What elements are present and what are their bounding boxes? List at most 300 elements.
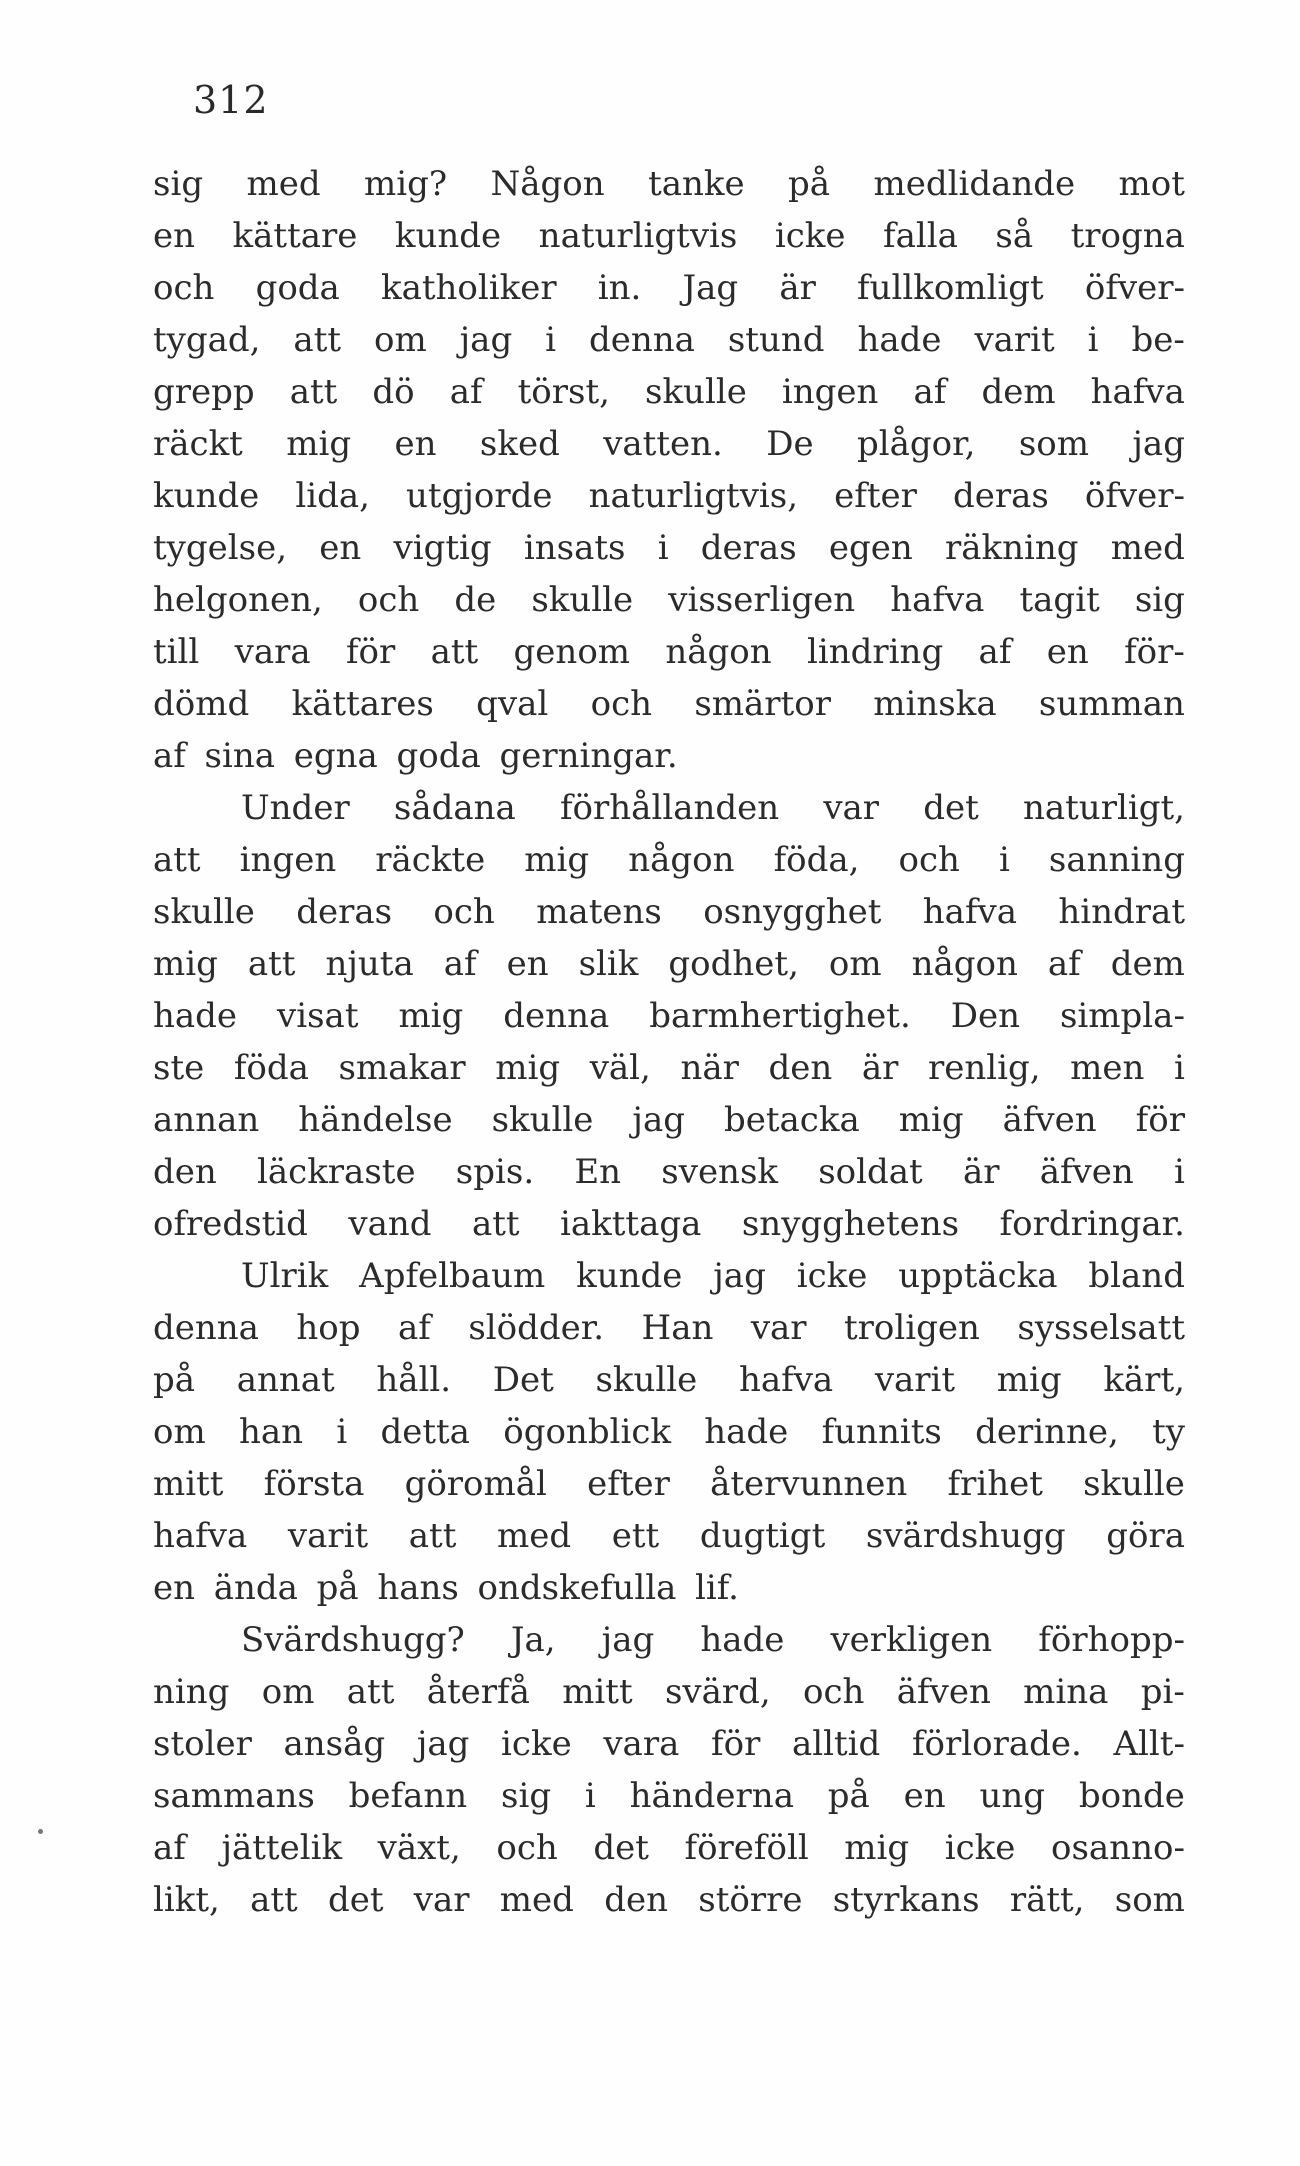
word: skulle xyxy=(595,1360,698,1400)
text-line xyxy=(153,522,1185,574)
word: osnygghet xyxy=(703,892,882,932)
word: det xyxy=(327,1880,384,1920)
word: men xyxy=(1070,1048,1145,1088)
word: händerna xyxy=(629,1776,794,1816)
word: rätt, xyxy=(1009,1880,1085,1920)
word: i xyxy=(1087,320,1099,360)
word: om xyxy=(261,1672,315,1712)
word: så xyxy=(995,216,1034,256)
word: kunde xyxy=(576,1256,683,1296)
word: smakar xyxy=(338,1048,466,1088)
word: att xyxy=(153,840,201,880)
word: ondskefulla xyxy=(477,1568,677,1608)
text-line xyxy=(153,210,1185,262)
word: alltid xyxy=(791,1724,881,1764)
word: Den xyxy=(950,996,1021,1036)
word: sammans xyxy=(153,1776,315,1816)
word: läckraste xyxy=(257,1152,416,1192)
word: kättare xyxy=(232,216,358,256)
word: en xyxy=(153,1568,196,1608)
word: mig xyxy=(286,424,352,464)
word: hafva xyxy=(153,1516,248,1556)
word: är xyxy=(962,1152,1000,1192)
text-line xyxy=(153,782,1185,834)
word: äfven xyxy=(1002,1100,1097,1140)
word: hindrat xyxy=(1058,892,1185,932)
word: som xyxy=(1114,1880,1185,1920)
word: det xyxy=(923,788,979,828)
word: bland xyxy=(1088,1256,1185,1296)
word: fordringar. xyxy=(999,1204,1185,1244)
word: om xyxy=(828,944,882,984)
word: och xyxy=(496,1828,558,1868)
text-line xyxy=(153,1094,1185,1146)
word: osanno- xyxy=(1050,1828,1185,1868)
word: troligen xyxy=(844,1308,980,1348)
word: och xyxy=(433,892,495,932)
word: som xyxy=(1018,424,1089,464)
text-line xyxy=(153,1614,1185,1666)
word: ung xyxy=(979,1776,1046,1816)
word: i xyxy=(1174,1152,1185,1192)
word: återvunnen xyxy=(710,1464,908,1504)
word: lif. xyxy=(695,1568,739,1608)
word: efter xyxy=(587,1464,670,1504)
word: deras xyxy=(296,892,393,932)
word: denna xyxy=(503,996,610,1036)
word: derinne, xyxy=(975,1412,1119,1452)
word: hade xyxy=(700,1620,785,1660)
word: qval xyxy=(476,684,549,724)
word: i xyxy=(336,1412,348,1452)
text-line xyxy=(153,262,1185,314)
word: att xyxy=(346,1672,395,1712)
word: Under xyxy=(241,788,350,828)
word: lida, xyxy=(295,476,370,516)
word: vara xyxy=(234,632,311,672)
text-line xyxy=(153,1146,1185,1198)
text-line xyxy=(153,1458,1185,1510)
word: kättares xyxy=(291,684,434,724)
word: varit xyxy=(287,1516,369,1556)
text-line xyxy=(153,834,1185,886)
word: ända xyxy=(213,1568,298,1608)
word: i xyxy=(998,840,1010,880)
word: ett xyxy=(611,1516,660,1556)
word: det xyxy=(593,1828,649,1868)
word: denna xyxy=(153,1308,259,1348)
word: göra xyxy=(1106,1516,1185,1556)
word: sådana xyxy=(393,788,516,828)
word: förhållanden xyxy=(559,788,780,828)
word: af xyxy=(1047,944,1081,984)
text-line xyxy=(153,678,1185,730)
word: ögonblick xyxy=(503,1412,671,1452)
word: ofredstid xyxy=(153,1204,308,1244)
word: matens xyxy=(536,892,662,932)
word: Det xyxy=(492,1360,554,1400)
word: på xyxy=(827,1776,870,1816)
word: soldat xyxy=(818,1152,923,1192)
word: och xyxy=(357,580,420,620)
word: förlorade. xyxy=(911,1724,1082,1764)
word: utgjorde xyxy=(406,476,553,516)
word: naturligt, xyxy=(1022,788,1185,828)
word: tygad, xyxy=(153,320,261,360)
word: mig xyxy=(153,944,218,984)
text-line xyxy=(153,886,1185,938)
word: att xyxy=(471,1204,520,1244)
word: Svärdshugg? xyxy=(241,1620,465,1660)
word: jättelik xyxy=(221,1828,343,1868)
word: för xyxy=(345,632,396,672)
word: af xyxy=(913,372,947,412)
word: styrkans xyxy=(832,1880,980,1920)
word: väl, xyxy=(589,1048,651,1088)
word: med xyxy=(499,1880,574,1920)
word: godhet, xyxy=(668,944,799,984)
word: En xyxy=(574,1152,622,1192)
word: sina xyxy=(204,736,276,776)
word: dem xyxy=(1110,944,1185,984)
word: att xyxy=(408,1516,457,1556)
text-line xyxy=(153,314,1185,366)
text-line xyxy=(153,1510,1185,1562)
word: vigtig xyxy=(393,528,492,568)
word: den xyxy=(604,1880,668,1920)
word: och xyxy=(803,1672,865,1712)
word: första xyxy=(263,1464,365,1504)
word: med xyxy=(1110,528,1185,568)
word: dem xyxy=(981,372,1056,412)
word: mig? xyxy=(364,164,448,204)
word: pi- xyxy=(1140,1672,1185,1712)
word: tygelse, xyxy=(153,528,288,568)
word: händelse xyxy=(298,1100,453,1140)
word: skulle xyxy=(1083,1464,1185,1504)
word: förhopp- xyxy=(1038,1620,1185,1660)
word: vand xyxy=(348,1204,432,1244)
word: kunde xyxy=(394,216,502,256)
word: göromål xyxy=(404,1464,547,1504)
word: ansåg xyxy=(283,1724,386,1764)
text-line xyxy=(153,938,1185,990)
word: efter xyxy=(834,476,917,516)
word: större xyxy=(698,1880,803,1920)
word: en xyxy=(903,1776,946,1816)
word: smärtor xyxy=(694,684,831,724)
word: dö xyxy=(372,372,415,412)
word: likt, xyxy=(153,1880,220,1920)
word: hafva xyxy=(890,580,985,620)
word: vara xyxy=(603,1724,680,1764)
word: för- xyxy=(1124,632,1185,672)
word: naturligtvis xyxy=(538,216,738,256)
word: stund xyxy=(727,320,825,360)
word: hade xyxy=(153,996,238,1036)
word: icke xyxy=(944,1828,1016,1868)
word: i xyxy=(1174,1048,1185,1088)
word: jag xyxy=(632,1100,685,1140)
text-line xyxy=(153,990,1185,1042)
word: falla xyxy=(883,216,958,256)
word: af xyxy=(978,632,1012,672)
word: renlig, xyxy=(927,1048,1041,1088)
text-line xyxy=(153,1874,1185,1926)
word: jag xyxy=(1132,424,1185,464)
text-line xyxy=(153,470,1185,522)
page-number: 312 xyxy=(193,78,269,122)
word: hafva xyxy=(1090,372,1185,412)
word: den xyxy=(153,1152,217,1192)
word: ty xyxy=(1152,1412,1185,1452)
word: ning xyxy=(153,1672,230,1712)
word: befann xyxy=(348,1776,468,1816)
word: en xyxy=(153,216,196,256)
text-line xyxy=(153,1562,1185,1614)
word: var xyxy=(823,788,880,828)
word: visserligen xyxy=(668,580,856,620)
text-line xyxy=(153,1718,1185,1770)
word: växt, xyxy=(377,1828,461,1868)
word: i xyxy=(584,1776,596,1816)
word: Ja, xyxy=(510,1620,556,1660)
word: sysselsatt xyxy=(1017,1308,1185,1348)
word: helgonen, xyxy=(153,580,323,620)
word: iakttaga xyxy=(560,1204,702,1244)
word: en xyxy=(394,424,437,464)
word: om xyxy=(373,320,427,360)
paper-speck xyxy=(38,1829,43,1834)
word: katholiker xyxy=(380,268,557,308)
word: goda xyxy=(255,268,340,308)
text-line xyxy=(153,1302,1185,1354)
word: skulle xyxy=(645,372,747,412)
word: var xyxy=(750,1308,807,1348)
word: genom xyxy=(513,632,631,672)
word: hade xyxy=(704,1412,789,1452)
word: någon xyxy=(628,840,735,880)
word: dugtigt xyxy=(699,1516,826,1556)
word: minska xyxy=(873,684,997,724)
text-line xyxy=(153,626,1185,678)
word: den xyxy=(768,1048,833,1088)
word: sanning xyxy=(1048,840,1185,880)
word: är xyxy=(861,1048,899,1088)
word: för xyxy=(711,1724,761,1764)
word: i xyxy=(657,528,669,568)
word: sig xyxy=(501,1776,552,1816)
word: hans xyxy=(377,1568,459,1608)
word: mitt xyxy=(153,1464,224,1504)
word: slik xyxy=(578,944,639,984)
word: egen xyxy=(828,528,913,568)
word: till xyxy=(153,632,200,672)
word: och xyxy=(590,684,653,724)
word: öfver- xyxy=(1084,476,1185,516)
text-line xyxy=(153,1354,1185,1406)
word: betacka xyxy=(723,1100,860,1140)
word: mig xyxy=(996,1360,1062,1400)
word: bonde xyxy=(1078,1776,1185,1816)
word: spis. xyxy=(455,1152,535,1192)
word: detta xyxy=(380,1412,470,1452)
word: denna xyxy=(588,320,695,360)
word: tanke xyxy=(648,164,745,204)
word: skulle xyxy=(491,1100,594,1140)
word: mig xyxy=(495,1048,561,1088)
word: barmhertighet. xyxy=(649,996,911,1036)
word: fullkomligt xyxy=(856,268,1044,308)
word: simpla- xyxy=(1059,996,1185,1036)
word: de xyxy=(454,580,497,620)
word: mig xyxy=(898,1100,964,1140)
word: en xyxy=(1046,632,1089,672)
text-line xyxy=(153,1042,1185,1094)
word: kärt, xyxy=(1103,1360,1185,1400)
word: Ulrik xyxy=(241,1256,329,1296)
word: mig xyxy=(398,996,464,1036)
word: summan xyxy=(1038,684,1185,724)
word: deras xyxy=(952,476,1049,516)
word: insats xyxy=(523,528,626,568)
word: någon xyxy=(911,944,1018,984)
word: ste xyxy=(153,1048,205,1088)
word: äfven xyxy=(896,1672,991,1712)
text-line xyxy=(153,418,1185,470)
word: att xyxy=(250,1880,298,1920)
word: svensk xyxy=(661,1152,779,1192)
word: på xyxy=(316,1568,359,1608)
word: naturligtvis, xyxy=(588,476,799,516)
word: njuta xyxy=(325,944,414,984)
word: hade xyxy=(857,320,942,360)
word: grepp xyxy=(153,372,255,412)
word: stoler xyxy=(153,1724,252,1764)
word: hop xyxy=(296,1308,361,1348)
word: en xyxy=(319,528,362,568)
text-line xyxy=(153,1666,1185,1718)
word: Han xyxy=(641,1308,714,1348)
word: skulle xyxy=(531,580,634,620)
text-line xyxy=(153,1406,1185,1458)
word: återfå xyxy=(426,1672,530,1712)
word: någon xyxy=(665,632,772,672)
word: varit xyxy=(974,320,1055,360)
word: att xyxy=(247,944,296,984)
body-text xyxy=(153,158,1185,1926)
word: med xyxy=(246,164,321,204)
word: håll. xyxy=(376,1360,452,1400)
word: be- xyxy=(1131,320,1185,360)
word: mig xyxy=(844,1828,910,1868)
word: föda, xyxy=(773,840,860,880)
word: och xyxy=(153,268,215,308)
word: Allt- xyxy=(1113,1724,1185,1764)
word: af xyxy=(153,736,186,776)
word: är xyxy=(779,268,816,308)
text-line xyxy=(153,1770,1185,1822)
word: mina xyxy=(1023,1672,1109,1712)
word: att xyxy=(293,320,342,360)
word: törst, xyxy=(517,372,610,412)
word: skulle xyxy=(153,892,255,932)
word: Apfelbaum xyxy=(359,1256,546,1296)
word: medlidande xyxy=(873,164,1076,204)
word: snygghetens xyxy=(741,1204,960,1244)
word: räckt xyxy=(153,424,243,464)
word: funnits xyxy=(821,1412,942,1452)
word: slödder. xyxy=(468,1308,605,1348)
word: med xyxy=(497,1516,572,1556)
word: för xyxy=(1135,1100,1185,1140)
text-line xyxy=(153,1822,1185,1874)
word: att xyxy=(289,372,338,412)
word: att xyxy=(430,632,479,672)
word: annan xyxy=(153,1100,260,1140)
text-line xyxy=(153,1198,1185,1250)
word: föda xyxy=(233,1048,309,1088)
word: icke xyxy=(501,1724,572,1764)
word: räkning xyxy=(944,528,1079,568)
word: han xyxy=(238,1412,304,1452)
word: annat xyxy=(236,1360,335,1400)
word: jag xyxy=(713,1256,766,1296)
word: in. xyxy=(597,268,642,308)
word: svärd, xyxy=(664,1672,771,1712)
word: af xyxy=(449,372,483,412)
word: lindring xyxy=(807,632,944,672)
word: mitt xyxy=(562,1672,633,1712)
text-line xyxy=(153,1250,1185,1302)
word: sig xyxy=(1134,580,1185,620)
word: visat xyxy=(277,996,359,1036)
word: gerningar. xyxy=(499,736,678,776)
word: sked xyxy=(479,424,560,464)
word: föreföll xyxy=(684,1828,809,1868)
word: vatten. xyxy=(603,424,723,464)
word: jag xyxy=(416,1724,470,1764)
word: en xyxy=(506,944,549,984)
word: Någon xyxy=(490,164,605,204)
text-line xyxy=(153,730,1185,782)
word: af xyxy=(398,1308,431,1348)
word: Jag xyxy=(682,268,739,308)
word: goda xyxy=(396,736,481,776)
word: om xyxy=(153,1412,206,1452)
word: icke xyxy=(796,1256,868,1296)
word: mot xyxy=(1118,164,1185,204)
word: på xyxy=(788,164,831,204)
word: varit xyxy=(874,1360,956,1400)
word: kunde xyxy=(153,476,260,516)
word: jag xyxy=(459,320,513,360)
word: upptäcka xyxy=(898,1256,1058,1296)
word: öfver- xyxy=(1084,268,1185,308)
word: af xyxy=(153,1828,186,1868)
word: hafva xyxy=(922,892,1018,932)
word: af xyxy=(443,944,477,984)
word: dömd xyxy=(153,684,250,724)
word: räckte xyxy=(375,840,486,880)
word: i xyxy=(545,320,557,360)
word: tagit xyxy=(1019,580,1100,620)
word: icke xyxy=(774,216,846,256)
word: äfven xyxy=(1039,1152,1134,1192)
text-line xyxy=(153,366,1185,418)
word: när xyxy=(680,1048,739,1088)
word: svärdshugg xyxy=(865,1516,1066,1556)
